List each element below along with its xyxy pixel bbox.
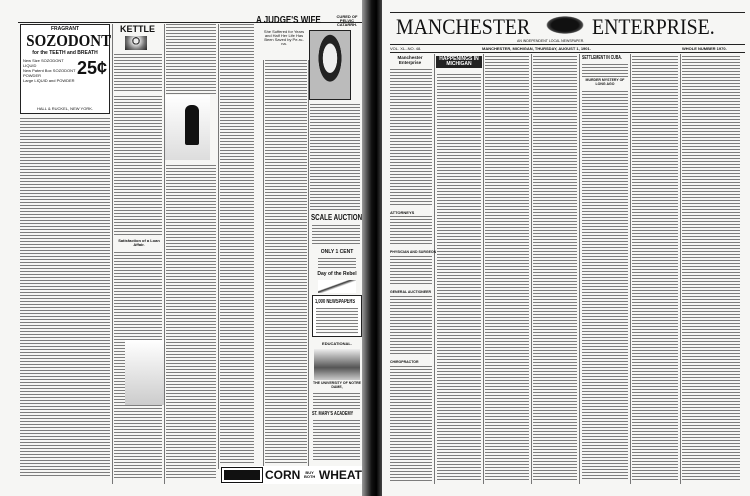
illustration-man bbox=[165, 95, 210, 160]
masthead-motto: AN INDEPENDENT LOCAL NEWSPAPER. bbox=[517, 39, 585, 43]
ad-maker: HALL & RUCKEL, NEW YORK. bbox=[36, 106, 93, 111]
ad-item: Large LIQUID and POWDER bbox=[23, 78, 75, 83]
directory-physician: PHYSICIAN AND SURGEON bbox=[390, 250, 437, 254]
left-newspaper-page bbox=[0, 0, 368, 496]
ad-tagline: for the TEETH and BREATH bbox=[32, 50, 98, 56]
whole-number: WHOLE NUMBER 1970. bbox=[682, 46, 727, 51]
judges-wife-deck: She Suffered for Years and Half Her Life Has Been Saved by Pe-ru-na. bbox=[263, 29, 305, 46]
ad-newspapers-title: 1,000 NEWSPAPERS bbox=[315, 299, 356, 305]
ad-item: New Size SOZODONT LIQUID bbox=[23, 58, 64, 68]
ad-only-1-cent: ONLY 1 CENT bbox=[320, 249, 354, 255]
ad-price: 25¢ bbox=[76, 58, 107, 78]
article-text bbox=[20, 118, 110, 478]
educational-heading: EDUCATIONAL. bbox=[322, 341, 352, 346]
sozodont-ad bbox=[20, 24, 110, 114]
ad-kicker: FRAGRANT bbox=[50, 26, 80, 32]
illustration-ladies bbox=[125, 340, 165, 405]
directory-other: CHIROPRACTOR bbox=[390, 360, 419, 364]
masthead-seal bbox=[546, 16, 584, 34]
headline-murder-mystery: MURDER MYSTERY OF LONG AGO bbox=[585, 78, 625, 86]
banner-middle: BUY BOTH bbox=[303, 470, 316, 479]
judges-wife-headline: A JUDGE'S WIFE bbox=[256, 15, 321, 26]
headline-settlement-cuba: SETTLEMENT IN CUBA. bbox=[582, 55, 622, 61]
directory-auctioneer: GENERAL AUCTIONEER bbox=[390, 290, 432, 294]
banner-corn: CORN bbox=[265, 468, 301, 482]
masthead-left: MANCHESTER bbox=[396, 14, 531, 39]
masthead-right: ENTERPRISE. bbox=[592, 14, 715, 39]
column-heading-enterprise: Manchester Enterprise bbox=[397, 55, 423, 65]
banner-wheat: WHEAT bbox=[318, 468, 362, 482]
ad-newspapers bbox=[312, 295, 362, 337]
illustration-caption: Satisfaction of a Loan Affair. bbox=[118, 238, 160, 247]
judges-wife-subhead: CURED OF PELVIC CATARRH. bbox=[336, 14, 358, 27]
ad-brand: SOZODONT bbox=[26, 31, 112, 50]
notre-dame-ad: THE UNIVERSITY OF NOTRE DAME, bbox=[313, 381, 361, 389]
ad-scale-auction: SCALE AUCTION bbox=[311, 213, 363, 222]
corn-wheat-banner bbox=[222, 466, 362, 484]
ad-day-of-rebel: Day of the Rebel bbox=[317, 271, 357, 277]
directory-attorneys: ATTORNEYS bbox=[390, 210, 415, 215]
portrait-image bbox=[309, 30, 351, 100]
headline-happenings-michigan: HAPPENINGS IN MICHIGAN bbox=[436, 56, 482, 68]
st-marys-ad: ST. MARY'S ACADEMY bbox=[312, 411, 354, 417]
volume-number: VOL. XL.-NO. 48. bbox=[390, 46, 422, 51]
dateline: MANCHESTER, MICHIGAN, THURSDAY, AUGUST 1, 1901. bbox=[482, 46, 591, 51]
ad-item: New Patent Box SOZODONT POWDER bbox=[23, 68, 76, 78]
kettle-heading: KETTLE bbox=[120, 24, 155, 34]
right-newspaper-page bbox=[382, 0, 750, 496]
university-image bbox=[314, 349, 360, 380]
